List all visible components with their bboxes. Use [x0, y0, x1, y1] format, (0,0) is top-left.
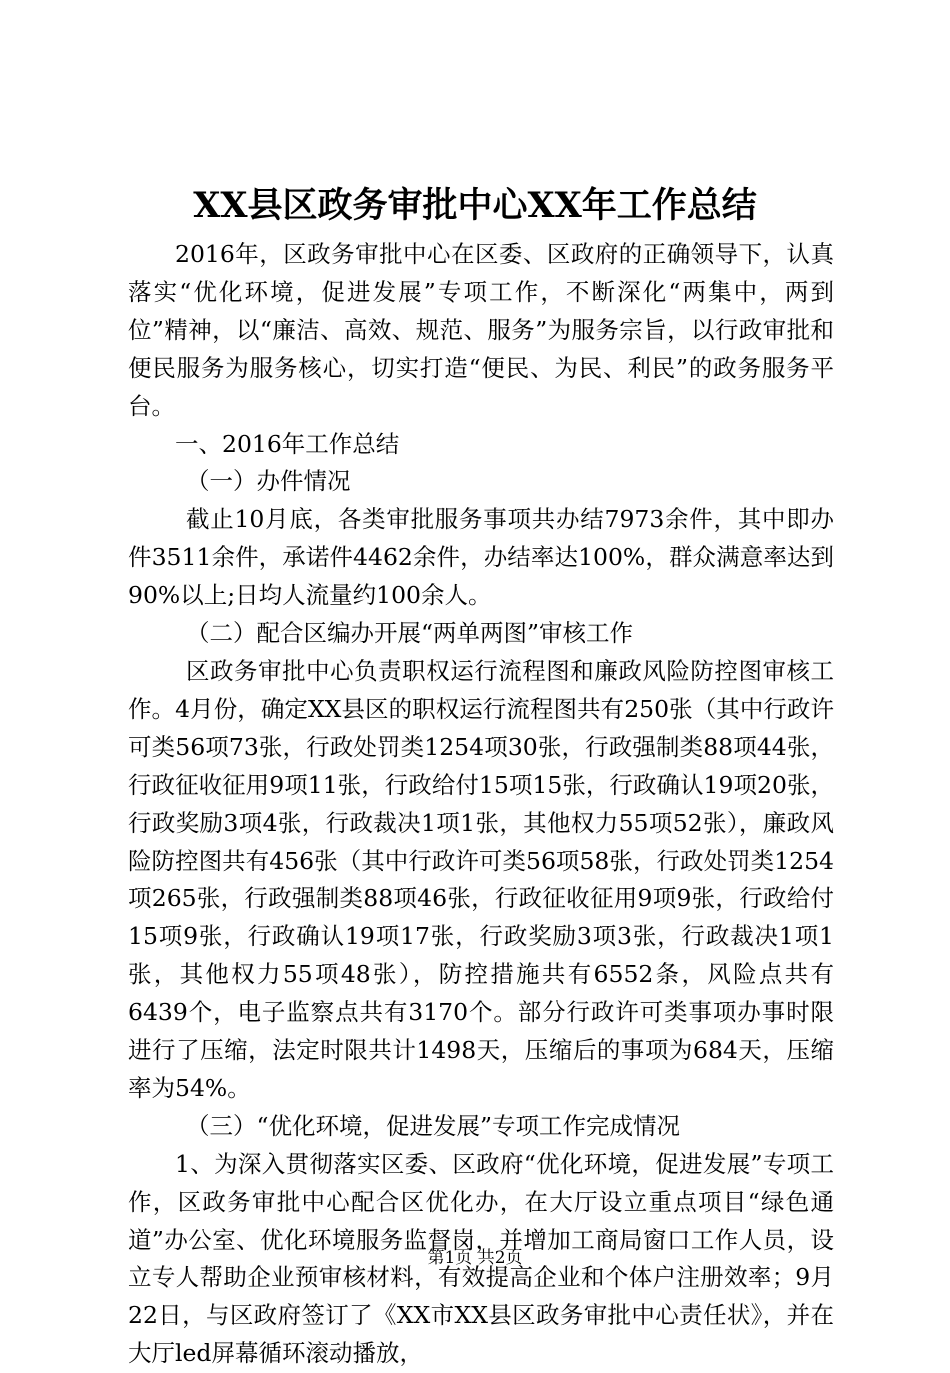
subsection-heading-3: （三）“优化环境，促进发展”专项工作完成情况	[186, 1111, 681, 1140]
paragraph-case-handling: 截止10月底，各类审批服务事项共办结7973余件，其中即办件3511余件，承诺件4462余件，办结率达100%，群众满意率达到90%以上;日均人流量约100余人。	[128, 505, 834, 610]
document-body	[128, 236, 834, 1373]
subsection-heading-1: （一）办件情况	[186, 467, 351, 496]
subsection-heading-2: （二）配合区编办开展“两单两图”审核工作	[186, 619, 634, 648]
page-number: 第1页 共2页	[427, 1248, 523, 1268]
paragraph-intro: 2016年，区政务审批中心在区委、区政府的正确领导下，认真落实“优化环境，促进发展”专项工作，不断深化“两集中，两到位”精神，以“廉洁、高效、规范、服务”为服务宗旨，以行政审批和便民服务为服务核心，切实打造“便民、为民、利民”的政务服务平台。	[128, 240, 834, 420]
paragraph-review-work: 区政务审批中心负责职权运行流程图和廉政风险防控图审核工作。4月份，确定XX县区的职权运行流程图共有250张（其中行政许可类56项73张，行政处罚类1254项30张，行政强制类88项44张，行政征收征用9项11张，行政给付15项15张，行政确认19项20张，行政奖励3项4张，行政裁决1项1张，其他权力55项52张），廉政风险防控图共有456张（其中行政许可类56项58张，行政处罚类1254项265张，行政强制类88项46张，行政征收征用9项9张，行政给付15项9张，行政确认19项17张，行政奖励3项3张，行政裁决1项1张，其他权力55项48张），防控措施共有6552条，风险点共有6439个，电子监察点共有3170个。部分行政许可类事项办事时限进行了压缩，法定时限共计1498天，压缩后的事项为684天，压缩率为54%。	[128, 656, 834, 1102]
paragraph-special-work: 1、为深入贯彻落实区委、区政府“优化环境，促进发展”专项工作，区政务审批中心配合区优化办，在大厅设立重点项目“绿色通道”办公室、优化环境服务监督岗，并增加工商局窗口工作人员，设立专人帮助企业预审核材料，有效提高企业和个体户注册效率；9月22日，与区政府签订了《XX市XX县区政务审批中心责任状》，并在大厅led屏幕循环滚动播放，	[128, 1149, 834, 1368]
document-title: XX县区政务审批中心XX年工作总结	[193, 185, 757, 226]
section-heading-1: 一、2016年工作总结	[175, 429, 400, 458]
